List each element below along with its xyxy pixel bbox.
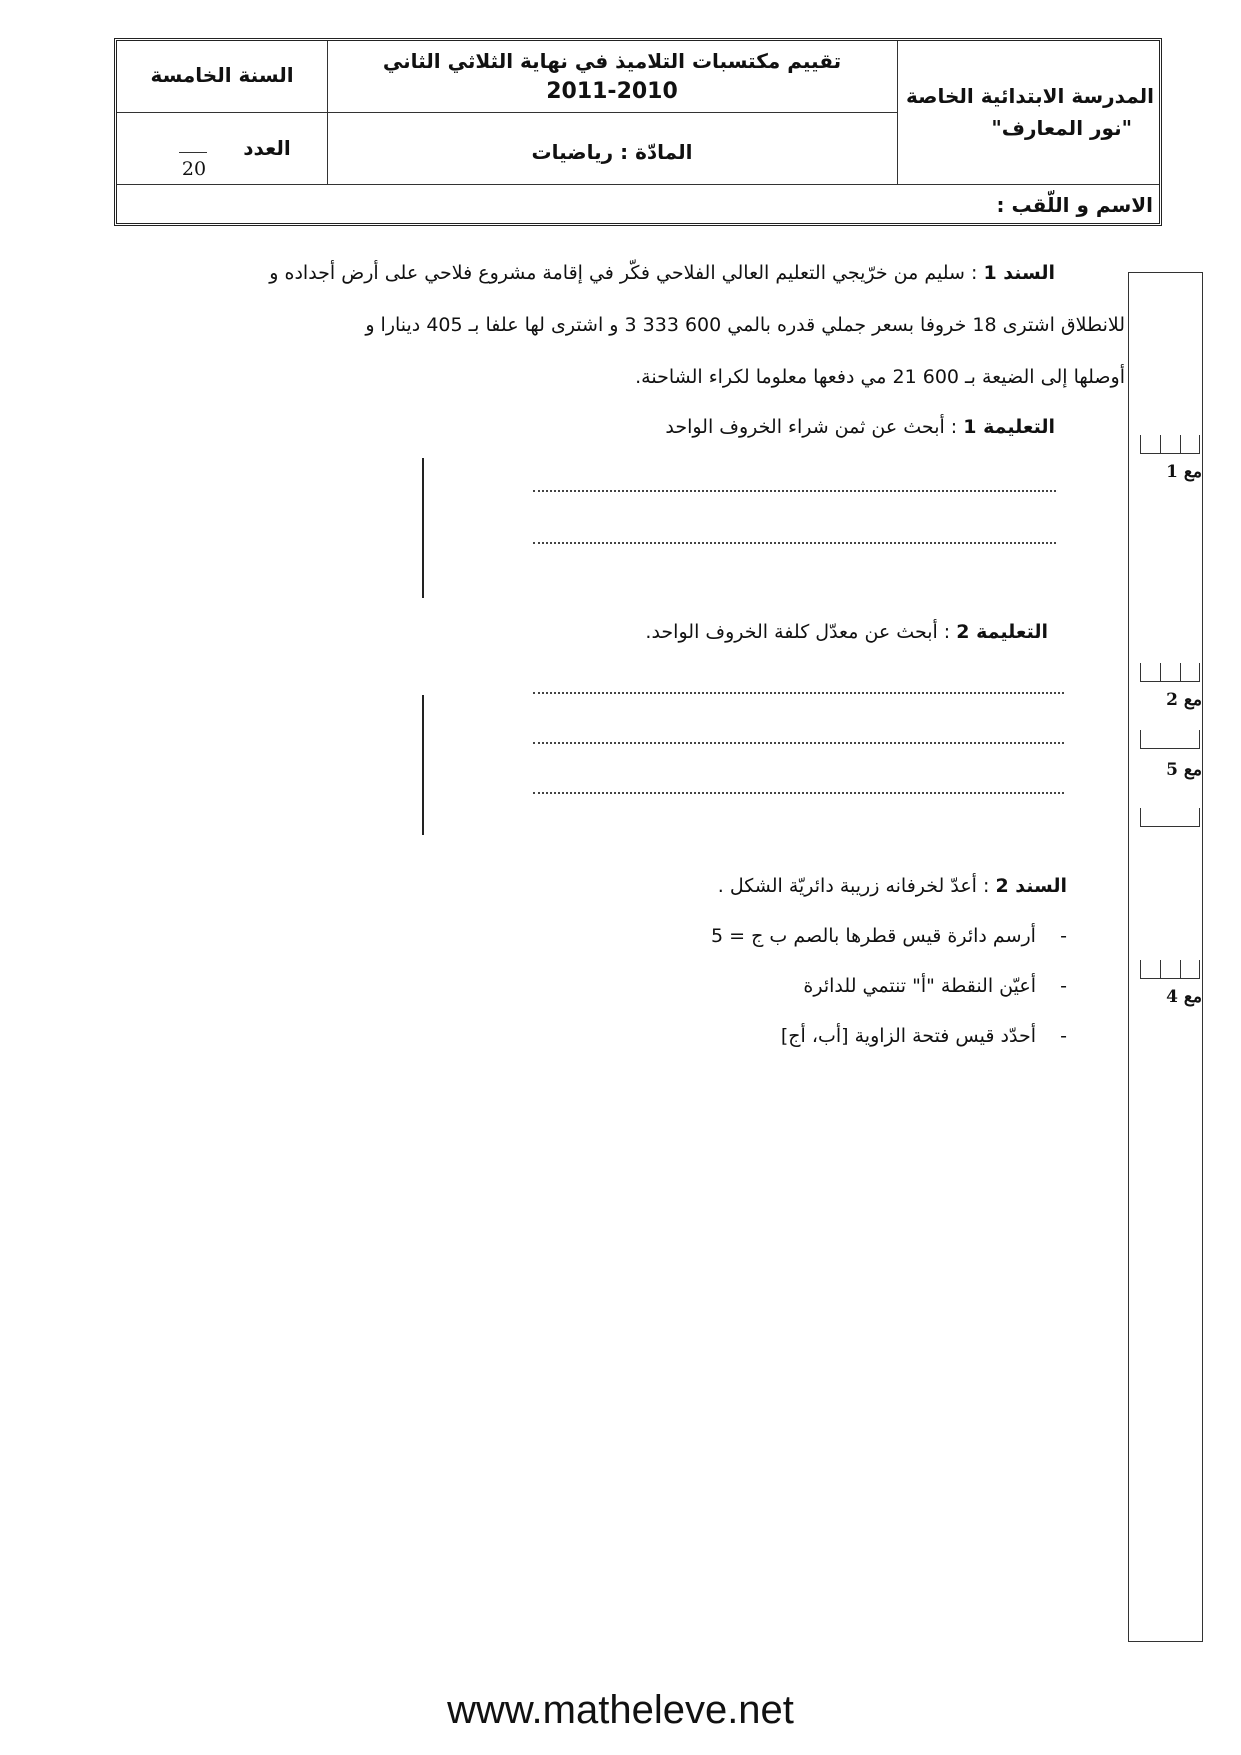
task1-label: التعليمة 1 bbox=[963, 416, 1055, 438]
sanad1-line3: أوصلها إلى الضيعة بـ 600 21 مي دفعها معلوما لكراء الشاحنة. bbox=[635, 366, 1125, 388]
score-total: 20 bbox=[181, 158, 207, 180]
grade-box[interactable] bbox=[1140, 730, 1200, 749]
bullet: - bbox=[1060, 1025, 1067, 1047]
website-url: www.matheleve.net bbox=[447, 1688, 794, 1732]
score-label: العدد bbox=[243, 136, 291, 160]
header-col-divider bbox=[327, 41, 328, 184]
criterion-label: مع 4 bbox=[1166, 987, 1202, 1007]
header-col-divider-2 bbox=[897, 41, 898, 184]
sanad2-label: السند 2 bbox=[995, 875, 1067, 897]
sanad2-item-text: أعيّن النقطة "أ" تنتمي للدائرة bbox=[803, 975, 1036, 997]
task1 bbox=[430, 416, 1055, 438]
grade-boxes[interactable] bbox=[1140, 960, 1200, 979]
criterion-label: مع 1 bbox=[1166, 462, 1202, 482]
sanad2-item bbox=[430, 975, 1067, 997]
sanad1-line1 bbox=[115, 262, 1055, 284]
grade-level: السنة الخامسة bbox=[150, 63, 294, 87]
answer-line[interactable] bbox=[533, 792, 1064, 794]
task2-separator bbox=[422, 695, 424, 835]
header-table bbox=[114, 38, 1162, 226]
task2-text: : أبحث عن معدّل كلفة الخروف الواحد. bbox=[645, 621, 957, 643]
header-row-divider bbox=[117, 112, 897, 113]
sanad2 bbox=[430, 875, 1067, 897]
sanad2-item-text: أحدّد قيس فتحة الزاوية [أب، أج] bbox=[780, 1025, 1036, 1047]
task1-separator bbox=[422, 458, 424, 598]
header-row-divider-2 bbox=[117, 184, 1159, 185]
sanad2-text: : أعدّ لخرفانه زريبة دائريّة الشكل . bbox=[717, 875, 996, 897]
bullet: - bbox=[1060, 925, 1067, 947]
criterion-label: مع 2 bbox=[1166, 690, 1202, 710]
answer-line[interactable] bbox=[533, 542, 1056, 544]
grade-boxes[interactable] bbox=[1140, 663, 1200, 682]
bullet: - bbox=[1060, 975, 1067, 997]
criterion-label: مع 5 bbox=[1166, 760, 1202, 780]
school-name: المدرسة الابتدائية الخاصة bbox=[906, 84, 1154, 108]
answer-line[interactable] bbox=[533, 490, 1056, 492]
sanad2-item bbox=[430, 925, 1067, 947]
grade-box[interactable] bbox=[1140, 808, 1200, 827]
subject: المادّة : رياضيات bbox=[531, 140, 693, 164]
answer-line[interactable] bbox=[533, 692, 1064, 694]
score-fraction-line bbox=[179, 152, 207, 153]
sanad1-text-1: : سليم من خرّيجي التعليم العالي الفلاحي فكّر في إقامة مشروع فلاحي على أرض أجداده و bbox=[269, 262, 984, 284]
answer-line[interactable] bbox=[533, 742, 1064, 744]
sanad2-item bbox=[430, 1025, 1067, 1047]
exam-title: تقييم مكتسبات التلاميذ في نهاية الثلاثي الثاني bbox=[382, 49, 842, 73]
task1-text: : أبحث عن ثمن شراء الخروف الواحد bbox=[665, 416, 964, 438]
task2 bbox=[430, 621, 1048, 643]
sanad2-item-text: أرسم دائرة قيس قطرها بالصم ب ج = 5 bbox=[711, 925, 1036, 947]
task2-label: التعليمة 2 bbox=[956, 621, 1048, 643]
sanad1-line2: للانطلاق اشترى 18 خروفا بسعر جملي قدره بالمي 600 333 3 و اشترى لها علفا بـ 405 دينارا و bbox=[365, 314, 1125, 336]
grade-boxes[interactable] bbox=[1140, 435, 1200, 454]
student-name-label: الاسم و اللّقب : bbox=[996, 193, 1153, 217]
sanad1-label: السند 1 bbox=[983, 262, 1055, 284]
school-name-quoted: "نور المعارف" bbox=[991, 116, 1132, 140]
school-year: 2011-2010 bbox=[546, 79, 678, 104]
